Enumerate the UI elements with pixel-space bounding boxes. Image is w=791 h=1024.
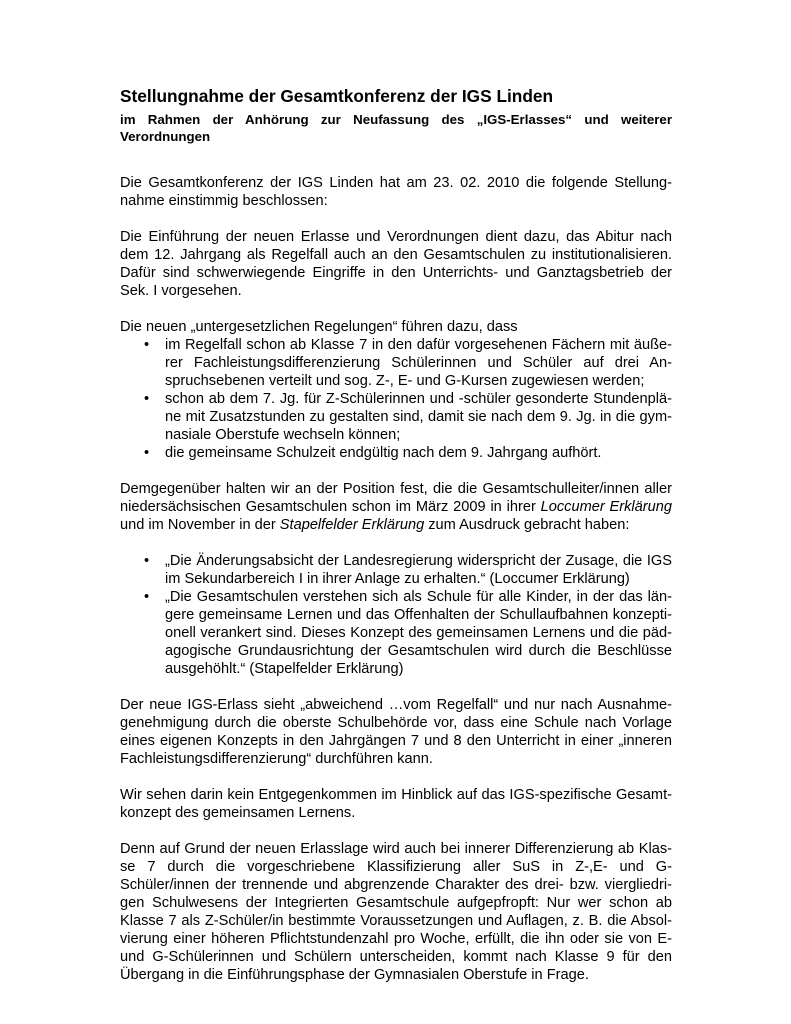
text-line: agogische Grundausrichtung der Gesamtschulen wird durch die Beschlüsse [165, 643, 672, 659]
bullet-icon: • [144, 391, 150, 407]
text-line: eines eigenen Konzepts in den Jahrgängen 7 und 8 den Unterricht in einer „inneren [120, 733, 672, 749]
text-line: konzept des gemeinsamen Lernens. [120, 805, 356, 821]
text-line: nasiale Oberstufe wechseln können; [165, 427, 401, 443]
text-line: Denn auf Grund der neuen Erlasslage wird auch bei innerer Differenzierung ab Klas- [120, 841, 672, 857]
text-line: die gemeinsame Schulzeit endgültig nach dem 9. Jahrgang aufhört. [165, 445, 602, 461]
text-line: rer Fachleistungsdifferenzierung Schülerinnen und Schüler auf drei An- [165, 355, 672, 371]
text-line: Die Gesamtkonferenz der IGS Linden hat am 23. 02. 2010 die folgende Stellung- [120, 175, 672, 191]
list-item-text [165, 552, 672, 588]
bullet-icon: • [144, 553, 150, 569]
subtitle-line: im Rahmen der Anhörung zur Neufassung des „IGS-Erlasses“ und weiterer [120, 112, 672, 127]
text-line: Übergang in die Einführungsphase der Gymnasialen Oberstufe in Frage. [120, 967, 589, 983]
text-line: Die Einführung der neuen Erlasse und Verordnungen dient dazu, das Abitur nach [120, 229, 672, 245]
text-line: spruchsebenen verteilt und sog. Z-, E- und G-Kursen zugewiesen werden; [165, 373, 645, 389]
bullet-icon: • [144, 337, 150, 353]
text-line: Schüler/innen der trennende und abgrenzende Charakter des drei- bzw. viergliedri- [120, 877, 672, 893]
text-line: Fachleistungsdifferenzierung“ durchführen kann. [120, 751, 433, 767]
list-item-text [165, 588, 672, 678]
text-line: Demgegenüber halten wir an der Position fest, die die Gesamtschulleiter/innen aller [120, 481, 672, 497]
text-line: „Die Gesamtschulen verstehen sich als Schule für alle Kinder, in der das län- [165, 589, 672, 605]
list-item [120, 336, 672, 390]
loccumer-reference: Loccumer Erklärung [540, 499, 672, 515]
text-line: nahme einstimmig beschlossen: [120, 193, 328, 209]
paragraph [120, 696, 672, 768]
paragraph [120, 786, 672, 822]
bullet-icon: • [144, 589, 150, 605]
paragraph [120, 840, 672, 984]
text-line: se 7 durch die vorgeschriebene Klassifizierung aller SuS in Z-,E- und G- [120, 859, 672, 875]
list-item-text [165, 444, 672, 462]
text-line: Klasse 7 als Z-Schüler/in bestimmte Voraussetzungen und Auflagen, z. B. die Absol- [120, 913, 672, 929]
document-title: Stellungnahme der Gesamtkonferenz der IGS Linden [120, 86, 554, 106]
text-line [120, 516, 672, 534]
paragraph-intro [120, 318, 672, 336]
bullet-icon: • [144, 445, 150, 461]
text-line: Die neuen „untergesetzlichen Regelungen“ führen dazu, dass [120, 319, 518, 335]
text-line: und G-Schülerinnen und Schülern unterscheiden, kommt nach Klasse 9 für den [120, 949, 672, 965]
list-item [120, 588, 672, 678]
bullet-list [120, 336, 672, 462]
text-line: Sek. I vorgesehen. [120, 283, 242, 299]
paragraph [120, 480, 672, 534]
list-item [120, 552, 672, 588]
text-line: onell verankert sind. Dieses Konzept des gemeinsamen Lernens und die päd- [165, 625, 672, 641]
document-page [120, 86, 672, 984]
text-line: schon ab dem 7. Jg. für Z-Schülerinnen und -schüler gesonderte Stundenplä- [165, 391, 672, 407]
document-body [120, 174, 672, 984]
text-line: vierung einer höheren Pflichtstundenzahl pro Woche, erfüllt, die ihn oder sie von E- [120, 931, 672, 947]
text-line: ne mit Zusatzstunden zu gestalten sind, damit sie nach dem 9. Jg. in die gym- [165, 409, 672, 425]
text-line: Der neue IGS-Erlass sieht „abweichend …vom Regelfall“ und nur nach Ausnahme- [120, 697, 672, 713]
text-line: genehmigung durch die oberste Schulbehörde vor, dass eine Schule nach Vorlage [120, 715, 672, 731]
text-line: „Die Änderungsabsicht der Landesregierung widerspricht der Zusage, die IGS [165, 553, 672, 569]
text-segment: und im November in der [120, 517, 280, 533]
list-item [120, 444, 672, 462]
subtitle-line: Verordnungen [120, 129, 211, 144]
list-item-text [165, 390, 672, 444]
text-line: im Sekundarbereich I in ihrer Anlage zu erhalten.“ (Loccumer Erklärung) [165, 571, 630, 587]
text-line [120, 498, 672, 516]
text-line: Dafür sind schwerwiegende Eingriffe in den Unterrichts- und Ganztagsbetrieb der [120, 265, 672, 281]
text-line: dem 12. Jahrgang als Regelfall auch an den Gesamtschulen zu institutionalisieren. [120, 247, 672, 263]
paragraph [120, 228, 672, 300]
text-line: gen Schulwesens der Integrierten Gesamtschule aufgepfropft: Nur wer schon ab [120, 895, 672, 911]
text-line: im Regelfall schon ab Klasse 7 in den dafür vorgesehenen Fächern mit äuße- [165, 337, 672, 353]
text-segment: zum Ausdruck gebracht haben: [424, 517, 630, 533]
list-item-text [165, 336, 672, 390]
paragraph [120, 174, 672, 210]
quote-list [120, 552, 672, 678]
text-line: ausgehöhlt.“ (Stapelfelder Erklärung) [165, 661, 404, 677]
stapelfelder-reference: Stapelfelder Erklärung [279, 517, 425, 533]
list-item [120, 390, 672, 444]
text-line: Wir sehen darin kein Entgegenkommen im Hinblick auf das IGS-spezifische Gesamt- [120, 787, 672, 803]
text-segment: niedersächsischen Gesamtschulen schon im März 2009 in ihrer [120, 499, 541, 515]
document-subtitle [120, 111, 672, 145]
text-line: gere gemeinsame Lernen und das Offenhalten der Schullaufbahnen konzepti- [165, 607, 672, 623]
